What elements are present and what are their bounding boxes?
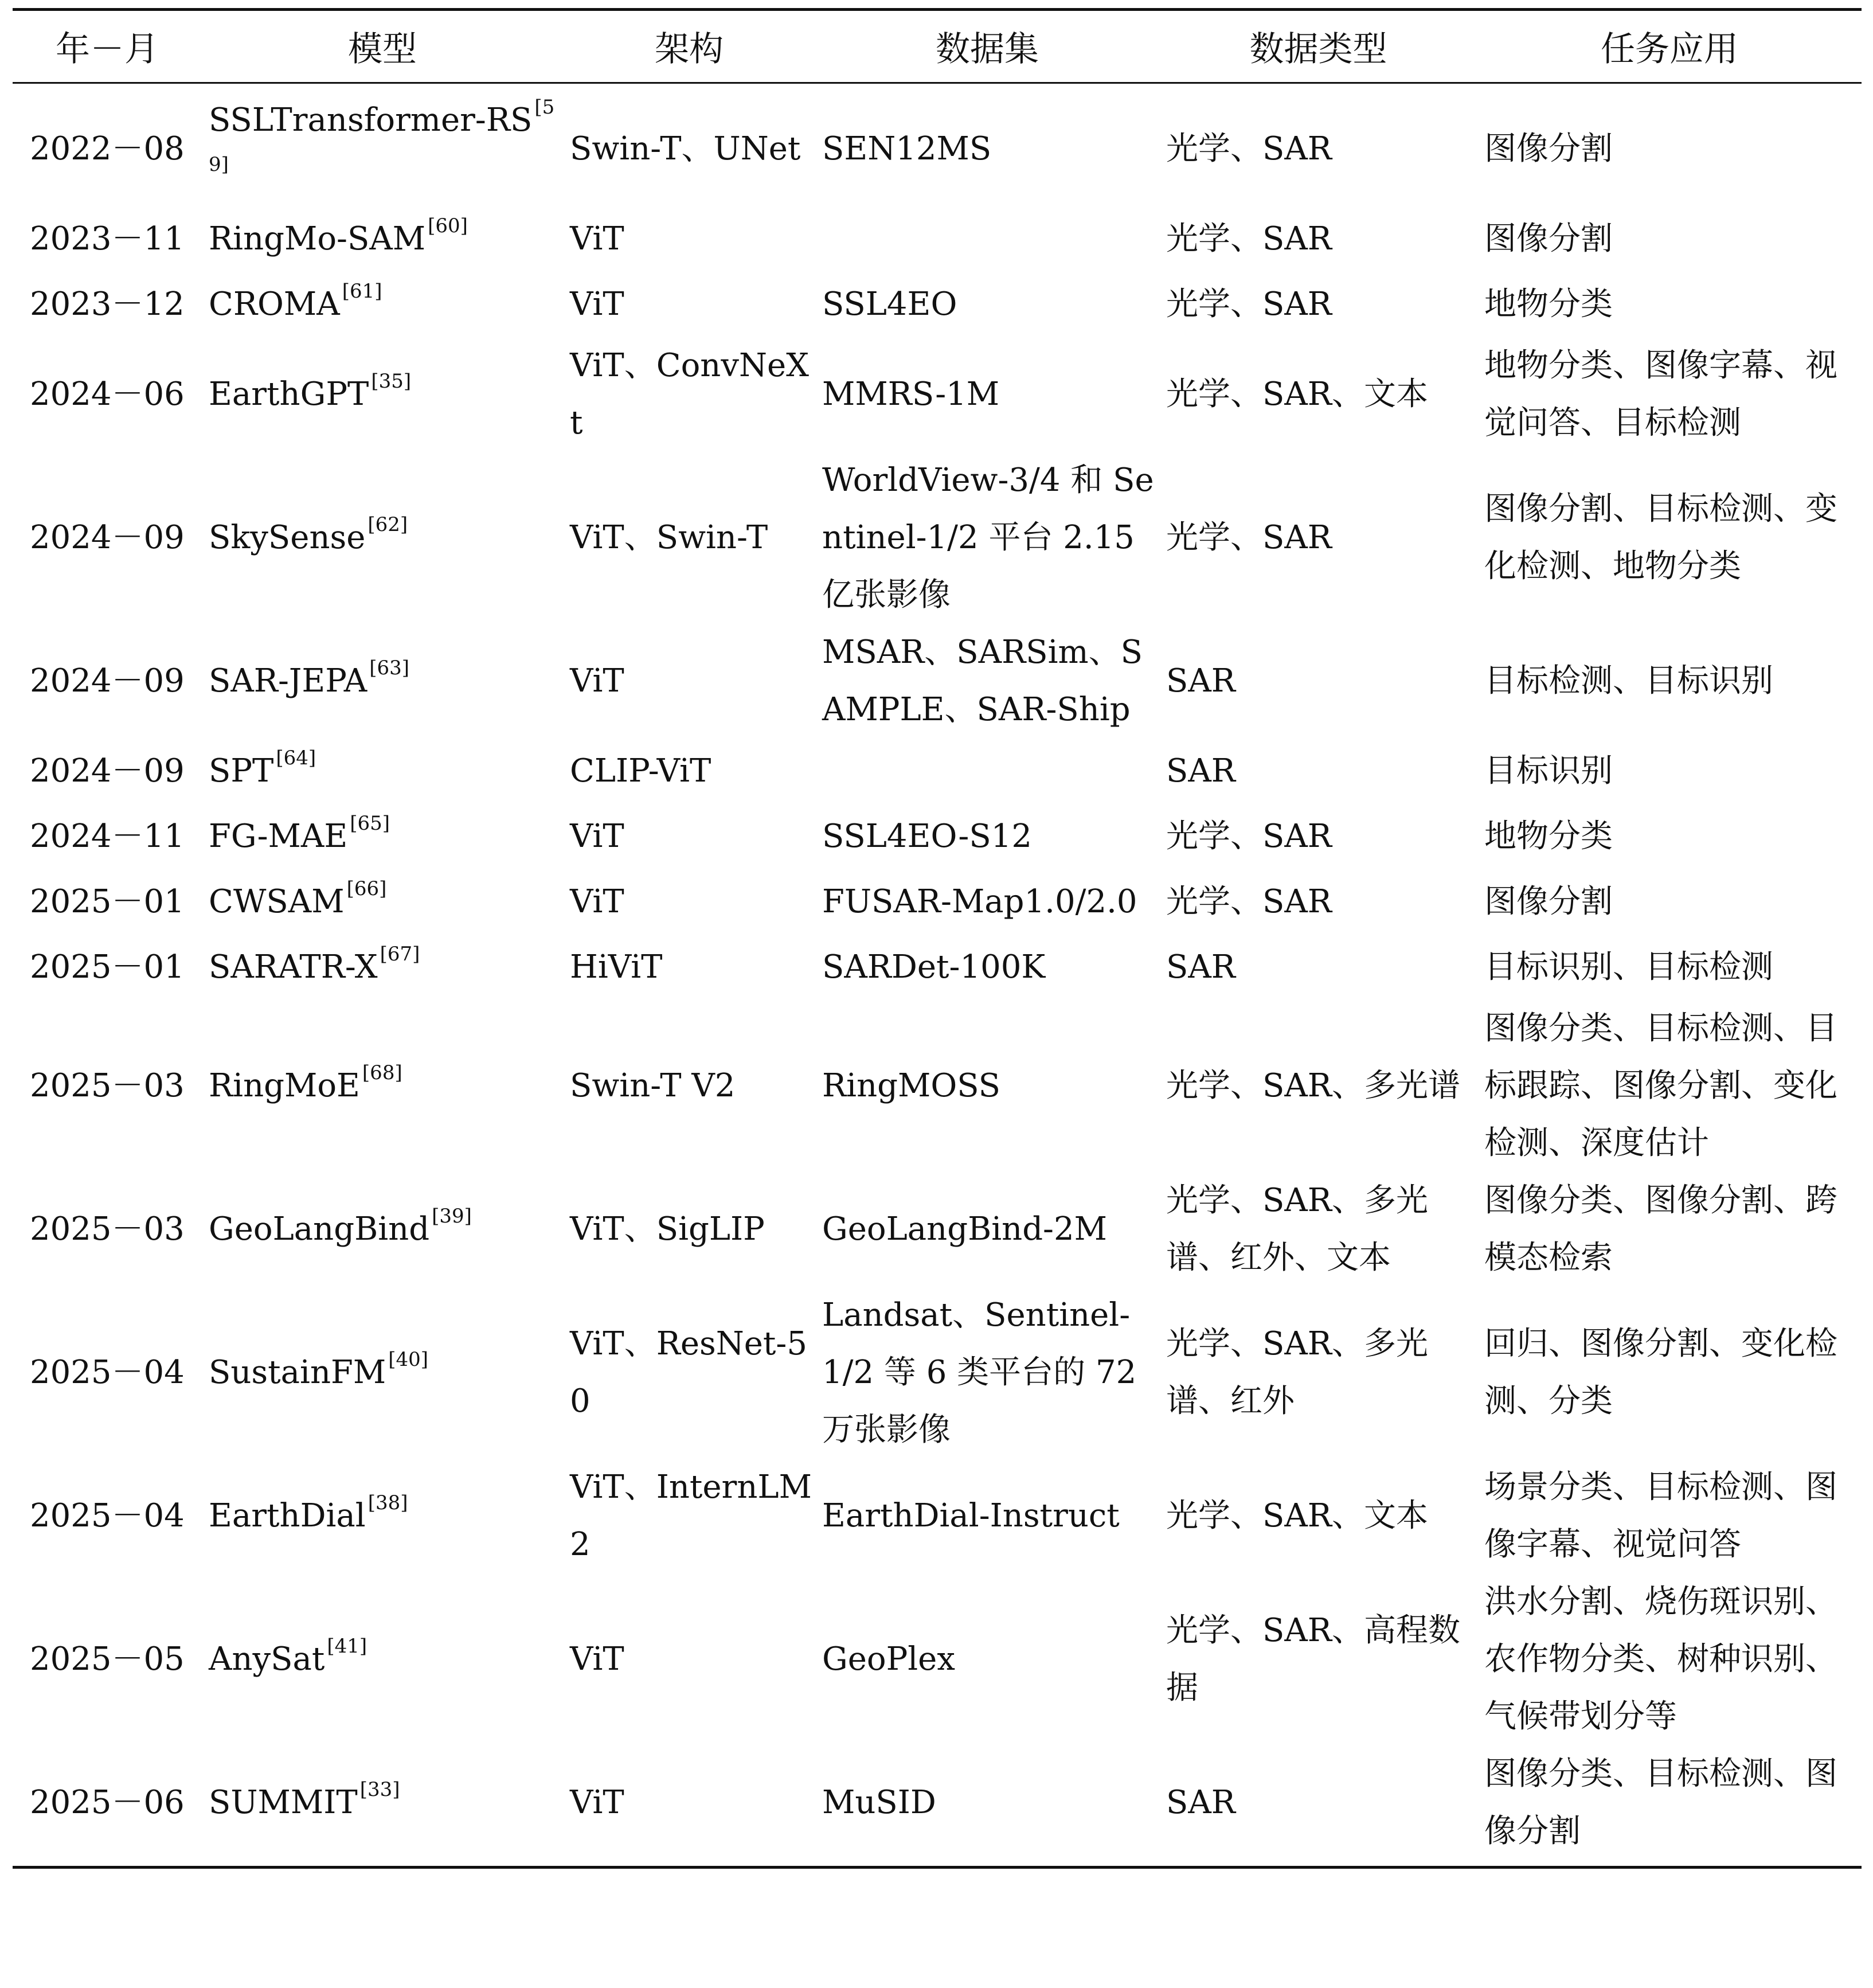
header-date: 年－月: [13, 10, 202, 83]
cell-model: [202, 1573, 563, 1745]
cell-task: 目标识别: [1484, 752, 1613, 790]
citation-ref: [60]: [428, 214, 468, 237]
cell-dataset: SSL4EO: [822, 286, 957, 323]
header-model: 模型: [202, 10, 563, 83]
cell-model: [202, 869, 563, 935]
model-name: RingMo-SAM: [209, 220, 426, 257]
cell-date: 2024－09: [30, 519, 185, 556]
cell-architecture: ViT、Swin-T: [570, 519, 768, 556]
cell-architecture: ViT: [563, 1745, 815, 1868]
cell-dataset: MSAR、SARSim、SAMPLE、SAR-Ship: [822, 634, 1143, 728]
cell-architecture: Swin-T、UNet: [570, 130, 801, 167]
table-row: [13, 624, 1862, 739]
citation-ref: [67]: [380, 943, 420, 966]
cell-model: [202, 1287, 563, 1459]
table-row: [13, 1172, 1862, 1287]
model-name: EarthGPT: [209, 376, 369, 413]
table-row: [13, 83, 1862, 207]
citation-ref: [59]: [209, 96, 555, 176]
cell-model: [202, 935, 563, 1000]
cell-dataset: WorldView-3/4 和 Sentinel-1/2 平台 2.15 亿张影像: [822, 462, 1154, 614]
table-container: [13, 8, 1862, 1869]
header-architecture: 架构: [563, 10, 815, 83]
cell-date: 2025－03: [30, 1067, 185, 1104]
cell-model: [202, 272, 563, 337]
model-name: SUMMIT: [209, 1784, 358, 1821]
model-name: SARATR-X: [209, 948, 378, 986]
citation-ref: [41]: [327, 1635, 367, 1658]
cell-model: [202, 804, 563, 869]
citation-ref: [62]: [367, 513, 408, 536]
table-row: [13, 935, 1862, 1000]
cell-dataset: GeoPlex: [822, 1641, 955, 1678]
table-row: [13, 739, 1862, 804]
table-row: [13, 869, 1862, 935]
cell-model: [202, 624, 563, 739]
cell-model: [202, 452, 563, 624]
cell-architecture: ViT: [570, 662, 624, 700]
cell-task: 目标检测、目标识别: [1484, 662, 1773, 700]
citation-ref: [61]: [342, 280, 382, 303]
model-name: SAR-JEPA: [209, 662, 367, 700]
cell-data-type: SAR: [1166, 948, 1235, 986]
cell-data-type: SAR: [1166, 752, 1235, 790]
model-name: SSLTransformer-RS: [209, 101, 533, 139]
cell-data-type: 光学、SAR、多光谱: [1166, 1067, 1460, 1104]
cell-date: 2024－11: [30, 818, 185, 855]
header-row: [13, 10, 1862, 83]
cell-task: 场景分类、目标检测、图像字幕、视觉问答: [1484, 1468, 1837, 1563]
cell-model: [202, 83, 563, 207]
citation-ref: [65]: [350, 812, 390, 835]
cell-date: 2025－06: [13, 1745, 202, 1868]
cell-model: [202, 337, 563, 452]
cell-model: [202, 206, 563, 272]
cell-architecture: ViT: [570, 883, 624, 920]
cell-architecture: ViT、ResNet-50: [570, 1325, 807, 1420]
cell-task: 图像分割: [1484, 220, 1613, 257]
cell-dataset: [815, 739, 1159, 804]
cell-data-type: 光学、SAR、多光谱、红外: [1166, 1325, 1428, 1420]
cell-data-type: 光学、SAR: [1166, 220, 1332, 257]
cell-task: 图像分割、目标检测、变化检测、地物分类: [1484, 490, 1837, 585]
citation-ref: [38]: [367, 1491, 408, 1514]
table-row: [13, 1000, 1862, 1172]
cell-model: [202, 1459, 563, 1573]
cell-date: 2025－05: [30, 1641, 185, 1678]
table-row: [13, 804, 1862, 869]
model-name: GeoLangBind: [209, 1210, 430, 1248]
model-name: AnySat: [209, 1641, 325, 1678]
cell-architecture: ViT: [570, 220, 624, 257]
cell-dataset: EarthDial-Instruct: [822, 1497, 1120, 1534]
model-name: RingMoE: [209, 1067, 360, 1104]
cell-architecture: CLIP-ViT: [570, 752, 711, 790]
model-name: CWSAM: [209, 883, 345, 920]
table-row: [13, 1287, 1862, 1459]
cell-data-type: 光学、SAR: [1166, 818, 1332, 855]
model-table: [13, 8, 1862, 1869]
cell-date: 2023－12: [30, 286, 185, 323]
cell-date: 2024－09: [30, 752, 185, 790]
cell-dataset: SEN12MS: [822, 130, 992, 167]
cell-dataset: RingMOSS: [822, 1067, 1000, 1104]
cell-model: [202, 1172, 563, 1287]
table-row: [13, 1573, 1862, 1745]
cell-task: 地物分类、图像字幕、视觉问答、目标检测: [1484, 347, 1837, 442]
cell-task: 图像分割: [1484, 130, 1613, 167]
cell-task: 图像分类、目标检测、目标跟踪、图像分割、变化检测、深度估计: [1484, 1010, 1837, 1162]
cell-data-type: 光学、SAR、文本: [1166, 1497, 1428, 1534]
table-row: [13, 337, 1862, 452]
header-data-type: 数据类型: [1159, 10, 1477, 83]
cell-task: 图像分割: [1484, 883, 1613, 920]
model-name: SustainFM: [209, 1354, 386, 1391]
cell-dataset: SARDet-100K: [822, 948, 1046, 986]
model-name: SPT: [209, 752, 274, 790]
cell-architecture: ViT: [570, 1641, 624, 1678]
table-row: [13, 272, 1862, 337]
cell-architecture: HiViT: [570, 948, 663, 986]
cell-model: [202, 739, 563, 804]
cell-date: 2022－08: [30, 130, 185, 167]
citation-ref: [35]: [371, 370, 412, 393]
header-dataset: 数据集: [815, 10, 1159, 83]
cell-date: 2025－03: [30, 1210, 185, 1248]
cell-dataset: GeoLangBind-2M: [822, 1210, 1107, 1248]
cell-architecture: ViT、ConvNeXt: [570, 347, 809, 442]
cell-data-type: 光学、SAR、多光谱、红外、文本: [1166, 1182, 1428, 1276]
cell-architecture: ViT: [570, 286, 624, 323]
cell-dataset: MuSID: [815, 1745, 1159, 1868]
citation-ref: [39]: [432, 1205, 472, 1228]
model-name: SkySense: [209, 519, 366, 556]
cell-date: 2025－01: [30, 883, 185, 920]
cell-dataset: FUSAR-Map1.0/2.0: [822, 883, 1137, 920]
model-name: EarthDial: [209, 1497, 366, 1534]
cell-architecture: ViT、InternLM2: [570, 1468, 812, 1563]
cell-model: [202, 1000, 563, 1172]
cell-architecture: ViT: [570, 818, 624, 855]
cell-data-type: SAR: [1159, 1745, 1477, 1868]
model-name: CROMA: [209, 286, 340, 323]
citation-ref: [68]: [362, 1061, 402, 1084]
table-header: [13, 10, 1862, 83]
cell-task: 回归、图像分割、变化检测、分类: [1484, 1325, 1837, 1420]
cell-date: 2025－04: [30, 1497, 185, 1534]
header-task: 任务应用: [1477, 10, 1862, 83]
cell-data-type: 光学、SAR: [1166, 130, 1332, 167]
cell-data-type: 光学、SAR、文本: [1166, 376, 1428, 413]
model-name: FG-MAE: [209, 818, 348, 855]
cell-data-type: 光学、SAR、高程数据: [1166, 1612, 1460, 1706]
cell-data-type: 光学、SAR: [1166, 883, 1332, 920]
cell-architecture: Swin-T V2: [570, 1067, 736, 1104]
cell-task: 洪水分割、烧伤斑识别、农作物分类、树种识别、气候带划分等: [1484, 1583, 1837, 1735]
cell-dataset: MMRS-1M: [822, 376, 1000, 413]
citation-ref: [66]: [346, 877, 387, 900]
cell-date: 2025－04: [30, 1354, 185, 1391]
cell-dataset: Landsat、Sentinel-1/2 等 6 类平台的 72 万张影像: [822, 1296, 1137, 1448]
cell-date: 2024－06: [30, 376, 185, 413]
cell-data-type: 光学、SAR: [1166, 519, 1332, 556]
cell-architecture: ViT、SigLIP: [570, 1210, 765, 1248]
table-row: [13, 1745, 1862, 1868]
cell-date: 2023－11: [30, 220, 185, 257]
cell-date: 2024－09: [30, 662, 185, 700]
table-body: [13, 83, 1862, 1868]
cell-dataset: SSL4EO-S12: [822, 818, 1032, 855]
cell-task: 图像分类、目标检测、图像分割: [1477, 1745, 1862, 1868]
citation-ref: [40]: [388, 1348, 429, 1371]
cell-date: 2025－01: [30, 948, 185, 986]
table-row: [13, 452, 1862, 624]
cell-task: 目标识别、目标检测: [1484, 948, 1773, 986]
cell-data-type: SAR: [1166, 662, 1235, 700]
cell-dataset: [815, 206, 1159, 272]
cell-task: 地物分类: [1484, 286, 1613, 323]
cell-task: 图像分类、图像分割、跨模态检索: [1484, 1182, 1837, 1276]
cell-data-type: 光学、SAR: [1166, 286, 1332, 323]
table-row: [13, 206, 1862, 272]
cell-model: [202, 1745, 563, 1868]
table-row: [13, 1459, 1862, 1573]
citation-ref: [33]: [359, 1778, 400, 1801]
citation-ref: [63]: [369, 657, 409, 679]
citation-ref: [64]: [276, 747, 316, 770]
cell-task: 地物分类: [1484, 818, 1613, 855]
